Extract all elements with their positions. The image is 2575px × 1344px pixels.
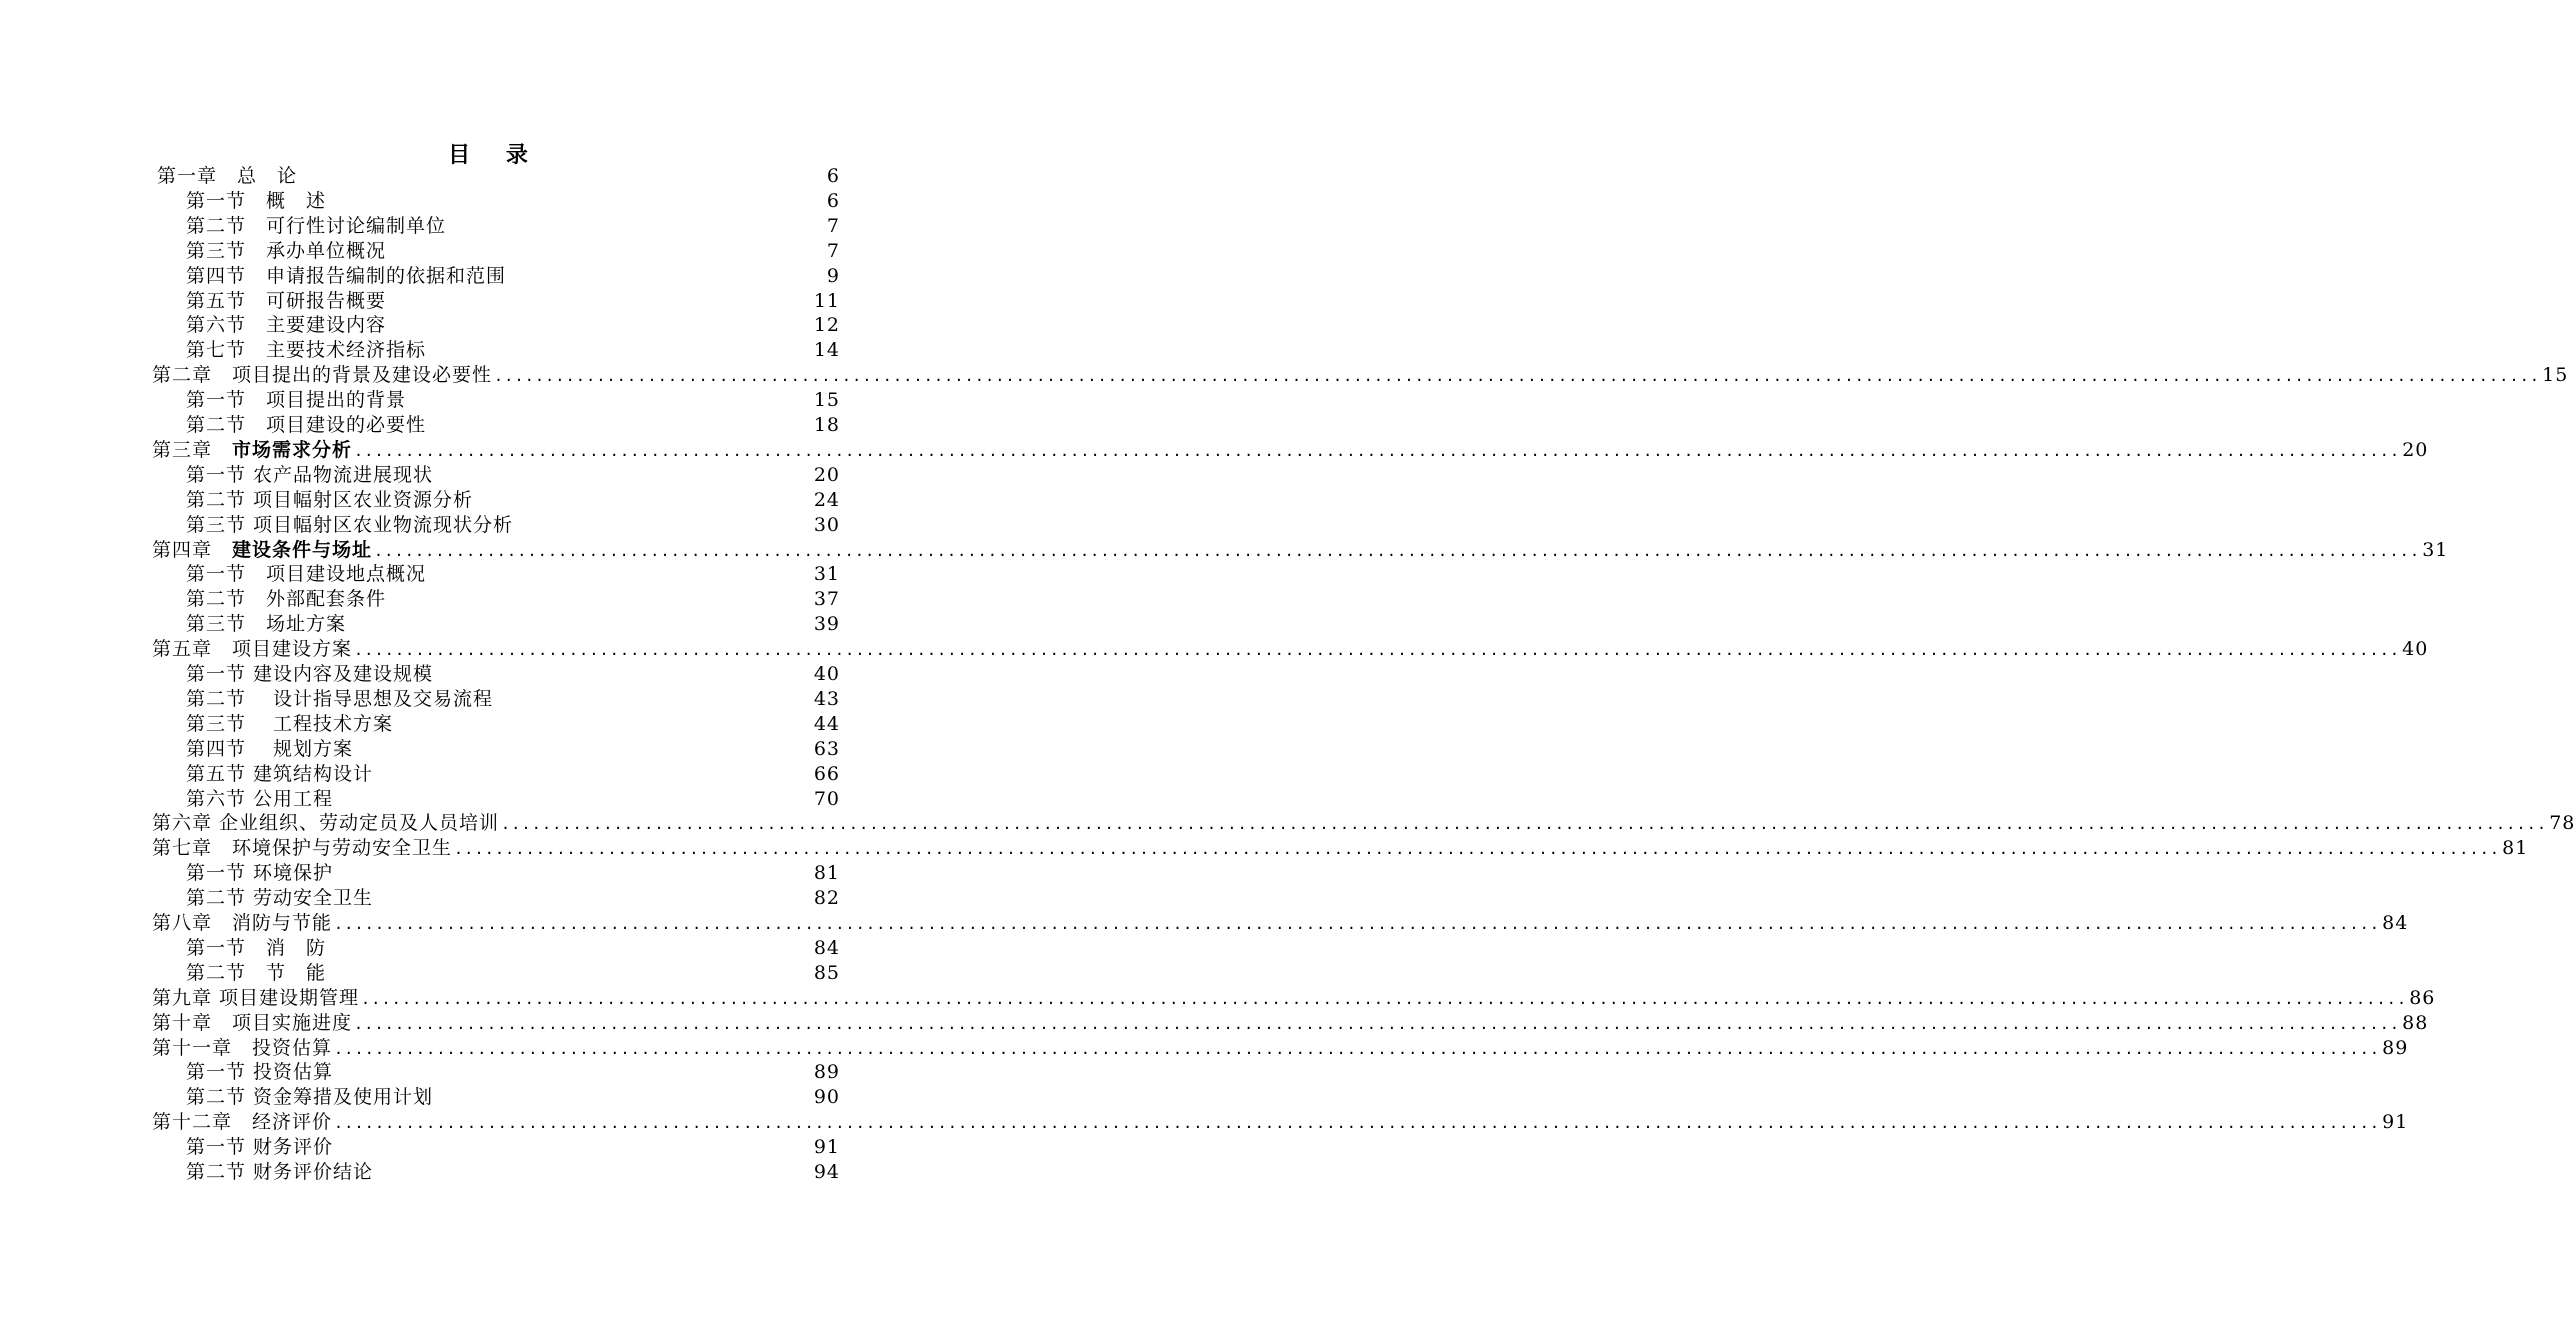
toc-entry-label: 第十二章 经济评价: [152, 1111, 333, 1134]
toc-section-entry[interactable]: [186, 264, 840, 289]
toc-section-entry[interactable]: [186, 886, 840, 911]
toc-section-entry[interactable]: [186, 463, 840, 488]
toc-page-number: 9: [826, 264, 840, 287]
toc-entry-label: 第五节 建筑结构设计: [186, 762, 374, 785]
toc-page-number: 91: [2382, 1111, 2409, 1134]
toc-chapter-entry[interactable]: [152, 538, 2449, 563]
toc-chapter-entry[interactable]: [157, 164, 840, 189]
toc-page-number: 30: [813, 513, 840, 536]
toc-section-entry[interactable]: [186, 488, 840, 513]
toc-entry-label: 第四章: [152, 538, 233, 561]
toc-section-entry[interactable]: [186, 737, 840, 762]
toc-page-number: 6: [826, 189, 840, 212]
toc-page-number: 7: [826, 239, 840, 262]
toc-section-entry[interactable]: [186, 1085, 840, 1110]
toc-chapter-entry[interactable]: [152, 1110, 2409, 1135]
toc-section-entry[interactable]: [186, 961, 840, 986]
toc-entry-label: 第三章: [152, 438, 233, 461]
dot-leader: ........................................................................................................................................................................................................: [354, 641, 2401, 660]
toc-entry-label-bold: 市场需求分析: [232, 438, 353, 461]
toc-entry-label: 第二章 项目提出的背景及建设必要性: [152, 364, 493, 387]
toc-section-entry[interactable]: [186, 936, 840, 961]
toc-entry-label: 第十章 项目实施进度: [152, 1011, 353, 1034]
toc-entry-label: 第六节 主要建设内容: [186, 314, 387, 337]
toc-entry-label: 第一节 环境保护: [186, 862, 334, 885]
toc-entry-label-bold: 建设条件与场址: [232, 538, 373, 561]
dot-leader: ........................................................................................................................................................................................................: [374, 541, 2421, 560]
toc-page-number: 31: [2422, 538, 2449, 561]
toc-section-entry[interactable]: [186, 413, 840, 438]
toc-page-number: 31: [813, 563, 840, 586]
toc-page-number: 88: [2402, 1011, 2429, 1034]
toc-page-number: 12: [813, 314, 840, 337]
toc-page-number: 90: [813, 1086, 840, 1109]
toc-entry-label: 第一节 概 述: [186, 189, 327, 212]
toc-entry-label: 第六节 公用工程: [186, 787, 334, 810]
toc-page-number: 84: [813, 936, 840, 959]
toc-section-entry[interactable]: [186, 662, 840, 687]
toc-section-entry[interactable]: [186, 338, 840, 363]
toc-entry-label: 第三节 项目幅射区农业物流现状分析: [186, 513, 514, 536]
toc-section-entry[interactable]: [186, 388, 840, 413]
toc-section-entry[interactable]: [186, 612, 840, 637]
toc-page-number: 43: [813, 687, 840, 710]
toc-page-number: 6: [826, 165, 840, 187]
toc-section-entry[interactable]: [186, 562, 840, 587]
toc-page-number: 15: [813, 389, 840, 412]
toc-section-entry[interactable]: [186, 762, 840, 787]
toc-section-entry[interactable]: [186, 1060, 840, 1085]
toc-section-entry[interactable]: [186, 712, 840, 737]
toc-page-number: 40: [2402, 638, 2429, 661]
toc-entry-label: 第二节 设计指导思想及交易流程: [186, 687, 494, 710]
dot-leader: ........................................................................................................................................................................................................: [354, 1014, 2401, 1033]
toc-chapter-entry[interactable]: [152, 1011, 2429, 1036]
dot-leader: ........................................................................................................................................................................................................: [334, 1114, 2381, 1133]
toc-entry-label: 第四节 规划方案: [186, 737, 354, 760]
toc-page-number: 70: [813, 787, 840, 810]
toc-page-number: 7: [826, 214, 840, 237]
toc-page-number: 15: [2542, 364, 2569, 387]
toc-section-entry[interactable]: [186, 687, 840, 712]
toc-entry-label: 第七章 环境保护与劳动安全卫生: [152, 837, 453, 860]
toc-page-number: 82: [813, 887, 840, 910]
toc-chapter-entry[interactable]: [152, 836, 2529, 861]
dot-leader: ........................................................................................................................................................................................................: [334, 1039, 2381, 1058]
toc-entry-label: 第一节 农产品物流进展现状: [186, 463, 434, 486]
toc-chapter-entry[interactable]: [152, 1036, 2409, 1061]
toc-page-number: 89: [2382, 1036, 2409, 1059]
toc-chapter-entry[interactable]: [152, 986, 2436, 1011]
toc-chapter-entry[interactable]: [152, 438, 2429, 463]
toc-page-number: 40: [813, 663, 840, 685]
toc-page-number: 24: [813, 488, 840, 511]
toc-page-number: 89: [813, 1061, 840, 1084]
toc-entry-label: 第五节 可研报告概要: [186, 289, 387, 312]
toc-page-number: 11: [813, 289, 840, 312]
toc-section-entry[interactable]: [186, 787, 840, 812]
dot-leader: ........................................................................................................................................................................................................: [361, 989, 2408, 1008]
toc-entry-label: 第三节 场址方案: [186, 613, 347, 636]
toc-page-number: 37: [813, 588, 840, 611]
toc-page-number: 20: [2402, 438, 2429, 461]
toc-section-entry[interactable]: [186, 239, 840, 264]
toc-page-number: 94: [813, 1161, 840, 1183]
toc-section-entry[interactable]: [186, 1160, 840, 1185]
toc-chapter-entry[interactable]: [152, 911, 2409, 936]
toc-chapter-entry[interactable]: [152, 363, 2569, 388]
toc-entry-label: 第三节 承办单位概况: [186, 239, 387, 262]
toc-entry-label: 第一节 财务评价: [186, 1136, 334, 1159]
toc-page-number: 18: [813, 414, 840, 436]
toc-page-number: 66: [813, 762, 840, 785]
toc-entry-label: 第二节 项目建设的必要性: [186, 414, 427, 436]
toc-entry-label: 第十一章 投资估算: [152, 1036, 333, 1059]
toc-page-number: 84: [2382, 912, 2409, 934]
toc-entry-label: 第二节 可行性讨论编制单位: [186, 214, 447, 237]
toc-section-entry[interactable]: [186, 1135, 840, 1160]
toc-section-entry[interactable]: [186, 587, 840, 612]
toc-section-entry[interactable]: [186, 313, 840, 338]
toc-page-number: 81: [813, 862, 840, 885]
toc-entry-label: 第二节 项目幅射区农业资源分析: [186, 488, 474, 511]
toc-page-number: 44: [813, 712, 840, 735]
toc-section-entry[interactable]: [186, 214, 840, 239]
toc-entry-label: 第一节 投资估算: [186, 1061, 334, 1084]
toc-entry-label: 第一节 项目提出的背景: [186, 389, 407, 412]
dot-leader: ........................................................................................................................................................................................................: [334, 915, 2381, 933]
toc-entry-label: 第六章 企业组织、劳动定员及人员培训: [152, 812, 500, 835]
toc-section-entry[interactable]: [186, 189, 840, 214]
toc-page-number: 39: [813, 613, 840, 636]
dot-leader: ........................................................................................................................................................................................................: [494, 367, 2541, 386]
toc-entry-label: 第五章 项目建设方案: [152, 638, 353, 661]
toc-entry-label: 第九章 项目建设期管理: [152, 986, 360, 1009]
toc-section-entry[interactable]: [186, 861, 840, 886]
toc-entry-label: 第二节 劳动安全卫生: [186, 887, 374, 910]
toc-entry-label: 第一节 建设内容及建设规模: [186, 663, 434, 685]
toc-entry-label: 第七节 主要技术经济指标: [186, 339, 427, 362]
dot-leader: ........................................................................................................................................................................................................: [354, 441, 2401, 460]
toc-entry-label: 第二节 财务评价结论: [186, 1161, 374, 1183]
toc-section-entry[interactable]: [186, 513, 840, 538]
toc-page-number: 81: [2502, 837, 2529, 860]
toc-entry-label: 第三节 工程技术方案: [186, 712, 394, 735]
dot-leader: ........................................................................................................................................................................................................: [501, 815, 2548, 834]
toc-entry-label: 第四节 申请报告编制的依据和范围: [186, 264, 507, 287]
toc-chapter-entry[interactable]: [152, 637, 2429, 662]
toc-title: 目 录: [448, 142, 542, 168]
toc-page-number: 78: [2549, 812, 2575, 835]
toc-section-entry[interactable]: [186, 289, 840, 314]
toc-page-number: 14: [813, 339, 840, 362]
toc-entry-label: 第二节 资金筹措及使用计划: [186, 1086, 434, 1109]
toc-page-number: 86: [2409, 986, 2436, 1009]
toc-page-number: 63: [813, 737, 840, 760]
toc-entry-label: 第二节 外部配套条件: [186, 588, 387, 611]
toc-chapter-entry[interactable]: [152, 811, 2575, 836]
toc-entry-label: 第一节 消 防: [186, 936, 327, 959]
dot-leader: ........................................................................................................................................................................................................: [454, 840, 2501, 859]
toc-entry-label: 第八章 消防与节能: [152, 912, 333, 934]
toc-page-number: 91: [813, 1136, 840, 1159]
toc-page-number: 20: [813, 463, 840, 486]
toc-entry-label: 第一节 项目建设地点概况: [186, 563, 427, 586]
toc-entry-label: 第一章 总 论: [157, 165, 298, 187]
toc-page-number: 85: [813, 961, 840, 984]
toc-entry-label: 第二节 节 能: [186, 961, 327, 984]
